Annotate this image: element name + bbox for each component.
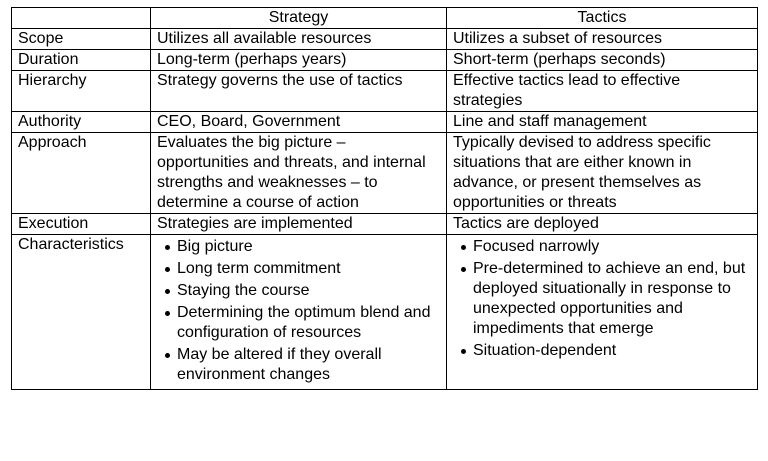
- row-label: Authority: [12, 112, 151, 133]
- characteristics-row: [12, 235, 758, 390]
- row-label: Execution: [12, 214, 151, 235]
- strategy-cell: Long-term (perhaps years): [151, 50, 447, 71]
- tactics-cell: Line and staff management: [447, 112, 758, 133]
- tactics-cell: Typically devised to address specific situations that are either known in advance, or present themselves as opportunities or threats: [447, 133, 758, 214]
- strategy-cell: [151, 235, 447, 390]
- tactics-cell: Tactics are deployed: [447, 214, 758, 235]
- table-row: [12, 214, 758, 235]
- row-label: Characteristics: [12, 235, 151, 390]
- list-item: Focused narrowly: [453, 237, 751, 257]
- comparison-table: [11, 7, 758, 390]
- list-item: Big picture: [157, 237, 440, 257]
- table-row: [12, 29, 758, 50]
- table-row: [12, 50, 758, 71]
- table-row: [12, 71, 758, 112]
- tactics-cell: Short-term (perhaps seconds): [447, 50, 758, 71]
- strategy-cell: Strategies are implemented: [151, 214, 447, 235]
- tactics-characteristics-list: [453, 235, 751, 365]
- strategy-cell: Evaluates the big picture – opportunities and threats, and internal strengths and weaknesses – to determine a course of action: [151, 133, 447, 214]
- row-label: Hierarchy: [12, 71, 151, 112]
- list-item: Pre-determined to achieve an end, but deployed situationally in response to unexpected opportunities and impediments that emerge: [453, 259, 751, 339]
- strategy-characteristics-list: [157, 235, 440, 389]
- tactics-cell: [447, 235, 758, 390]
- list-item: Determining the optimum blend and configuration of resources: [157, 303, 440, 343]
- strategy-cell: Strategy governs the use of tactics: [151, 71, 447, 112]
- strategy-cell: CEO, Board, Government: [151, 112, 447, 133]
- header-tactics: Tactics: [447, 8, 758, 29]
- header-strategy: Strategy: [151, 8, 447, 29]
- list-item: May be altered if they overall environment changes: [157, 345, 440, 385]
- header-blank-cell: [12, 8, 151, 29]
- row-label: Duration: [12, 50, 151, 71]
- tactics-cell: Utilizes a subset of resources: [447, 29, 758, 50]
- strategy-cell: Utilizes all available resources: [151, 29, 447, 50]
- table-row: [12, 112, 758, 133]
- row-label: Approach: [12, 133, 151, 214]
- list-item: Long term commitment: [157, 259, 440, 279]
- list-item: Staying the course: [157, 281, 440, 301]
- row-label: Scope: [12, 29, 151, 50]
- list-item: Situation-dependent: [453, 341, 751, 361]
- tactics-cell: Effective tactics lead to effective strategies: [447, 71, 758, 112]
- table-row: [12, 133, 758, 214]
- header-row: [12, 8, 758, 29]
